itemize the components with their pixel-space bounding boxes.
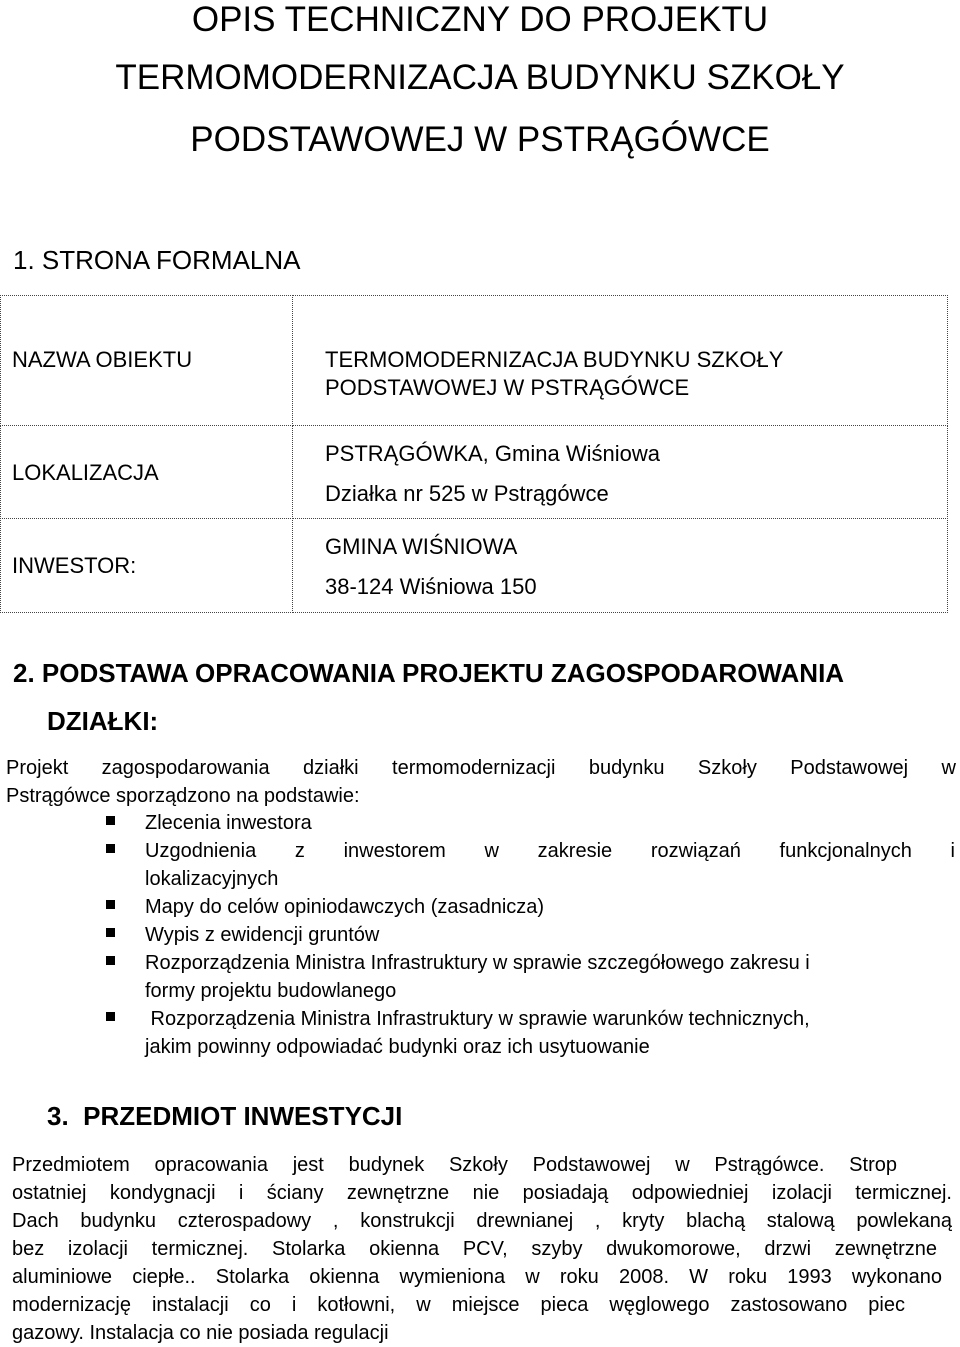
- formal-info-table: [0, 295, 948, 613]
- bullet-item: Rozporządzenia Ministra Infrastruktury w sprawie warunków technicznych,: [145, 1008, 810, 1030]
- bullet-item-continuation: lokalizacyjnych: [145, 868, 279, 890]
- section-2-intro-line-2: Pstrągówce sporządzono na podstawie:: [6, 785, 360, 807]
- bullet-square-icon: [106, 956, 115, 965]
- bullet-square-icon: [106, 816, 115, 825]
- bullet-item: Wypis z ewidencji gruntów: [145, 924, 380, 946]
- section-3-text-line: aluminiowe ciepłe.. Stolarka okienna wymieniona w roku 2008. W roku 1993 wykonano: [12, 1266, 942, 1288]
- section-2-heading-line-2: DZIAŁKI:: [47, 706, 159, 736]
- document-title-line-1: OPIS TECHNICZNY DO PROJEKTU: [191, 0, 769, 39]
- location-value-line-2: Działka nr 525 w Pstrągówce: [325, 481, 609, 506]
- object-name-label: NAZWA OBIEKTU: [12, 347, 193, 372]
- section-3-text-line: bez izolacji termicznej. Stolarka okienna PCV, szyby dwukomorowe, drzwi zewnętrzne: [12, 1238, 937, 1260]
- section-3-text-line: Przedmiotem opracowania jest budynek Szkoły Podstawowej w Pstrągówce. Strop: [12, 1154, 897, 1176]
- bullet-square-icon: [106, 900, 115, 909]
- investor-value-line-2: 38-124 Wiśniowa 150: [325, 574, 537, 599]
- section-2-heading-line-1: 2. PODSTAWA OPRACOWANIA PROJEKTU ZAGOSPODAROWANIA: [13, 658, 845, 688]
- location-label: LOKALIZACJA: [12, 460, 159, 485]
- location-value-line-1: PSTRĄGÓWKA, Gmina Wiśniowa: [325, 441, 660, 466]
- bullet-item: Mapy do celów opiniodawczych (zasadnicza): [145, 896, 545, 918]
- section-3-text-line: ostatniej kondygnacji i ściany zewnętrzne nie posiadają odpowiedniej izolacji termicznej.: [12, 1182, 952, 1204]
- bullet-square-icon: [106, 844, 115, 853]
- section-3-text-line: gazowy. Instalacja co nie posiada regulacji: [12, 1322, 389, 1344]
- investor-label: INWESTOR:: [12, 553, 137, 578]
- object-name-value-line-2: PODSTAWOWEJ W PSTRĄGÓWCE: [325, 375, 690, 400]
- bullet-item: Rozporządzenia Ministra Infrastruktury w sprawie szczegółowego zakresu i: [145, 952, 810, 974]
- bullet-square-icon: [106, 928, 115, 937]
- bullet-square-icon: [106, 1012, 115, 1021]
- object-name-value-line-1: TERMOMODERNIZACJA BUDYNKU SZKOŁY: [325, 347, 784, 372]
- section-1-heading: 1. STRONA FORMALNA: [13, 245, 301, 275]
- section-3-heading: 3. PRZEDMIOT INWESTYCJI: [47, 1101, 403, 1131]
- bullet-item-continuation: jakim powinny odpowiadać budynki oraz ich usytuowanie: [145, 1036, 650, 1058]
- document-title-line-3: PODSTAWOWEJ W PSTRĄGÓWCE: [190, 120, 770, 159]
- bullet-item-continuation: formy projektu budowlanego: [145, 980, 397, 1002]
- document-title-line-2: TERMOMODERNIZACJA BUDYNKU SZKOŁY: [115, 58, 845, 97]
- bullet-item: Uzgodnienia z inwestorem w zakresie rozwiązań funkcjonalnych i: [145, 840, 955, 862]
- section-3-text-line: Dach budynku czterospadowy , konstrukcji drewnianej , kryty blachą stalową powlekaną: [12, 1210, 952, 1232]
- section-3-text-line: modernizację instalacji co i kotłowni, w miejsce pieca węglowego zastosowano piec: [12, 1294, 905, 1316]
- investor-value-line-1: GMINA WIŚNIOWA: [325, 534, 518, 559]
- section-2-intro-line-1: Projekt zagospodarowania działki termomodernizacji budynku Szkoły Podstawowej w: [6, 757, 956, 779]
- bullet-item: Zlecenia inwestora: [145, 812, 312, 834]
